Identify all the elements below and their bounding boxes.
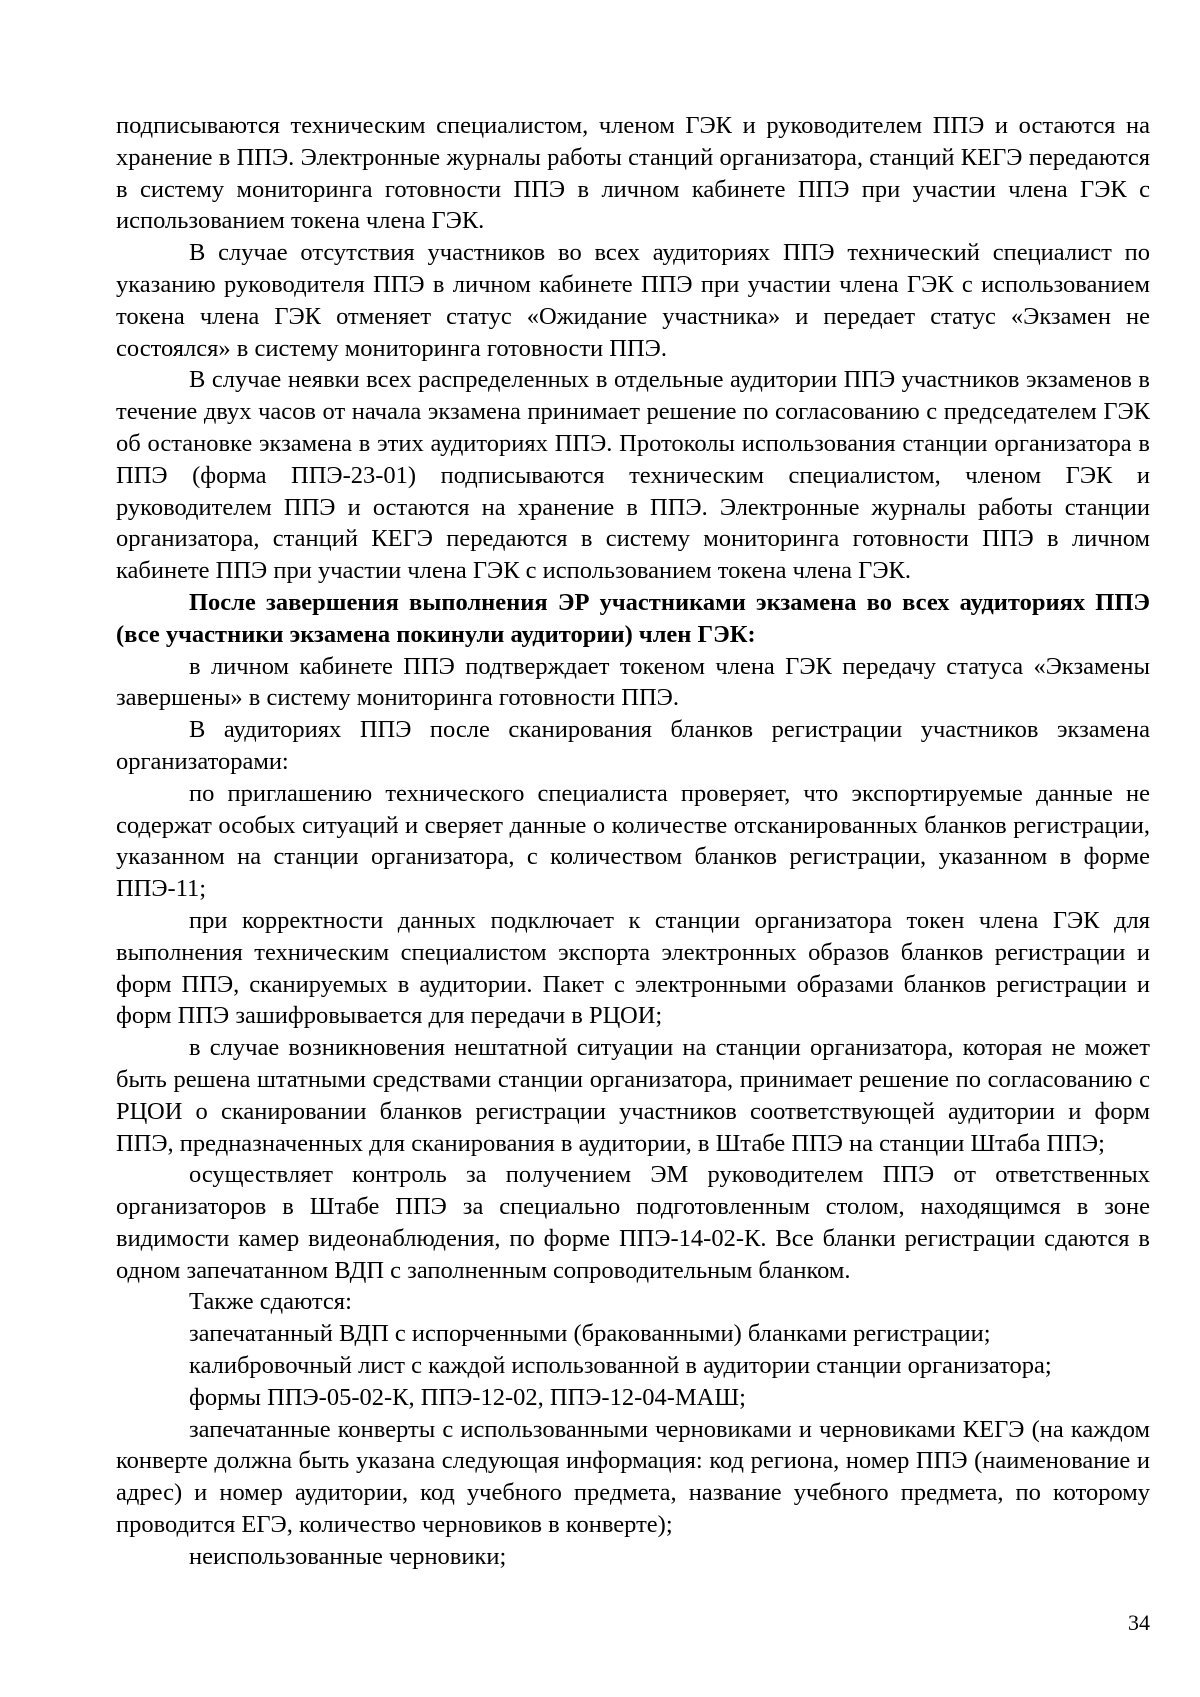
paragraph-in-auditoriums: В аудиториях ППЭ после сканирования бланков регистрации участников экзамена организаторами: bbox=[116, 716, 1150, 775]
document-body bbox=[116, 110, 1150, 1573]
list-item-connect-token: при корректности данных подключает к станции организатора токен члена ГЭК для выполнения техническим специалистом экспорта электронных образов бланков регистрации и форм ППЭ, сканируемых в аудитории. Пакет с электронными образами бланков регистрации и форм ППЭ зашифровывается для передачи в РЦОИ; bbox=[116, 906, 1150, 1030]
paragraph-no-participants: В случае отсутствия участников во всех аудиториях ППЭ технический специалист по указанию руководителя ППЭ в личном кабинете ППЭ при участии члена ГЭК с использованием токена члена ГЭК отменяет статус «Ожидание участника» и передает статус «Экзамен не состоялся» в систему мониторинга готовности ППЭ. bbox=[116, 239, 1150, 362]
paragraph-also-submitted: Также сдаются: bbox=[189, 1288, 352, 1316]
list-item-spoiled-forms: запечатанный ВДП с испорченными (бракованными) бланками регистрации; bbox=[189, 1320, 991, 1348]
paragraph-continuation: подписываются техническим специалистом, членом ГЭК и руководителем ППЭ и остаются на хранение в ППЭ. Электронные журналы работы станций организатора, станций КЕГЭ передаются в систему мониторинга готовности ППЭ в личном кабинете ППЭ при участии члена ГЭК с использованием токена члена ГЭК. bbox=[116, 112, 1150, 235]
list-item-envelopes: запечатанные конверты с использованными черновиками и черновиками КЕГЭ (на каждом конверте должна быть указана следующая информация: код региона, номер ППЭ (наименование и адрес) и номер аудитории, код учебного предмета, название учебного предмета, по которому проводится ЕГЭ, количество черновиков в конверте); bbox=[116, 1415, 1150, 1539]
list-item-emergency: в случае возникновения нештатной ситуации на станции организатора, которая не может быть решена штатными средствами станции организатора, принимает решение по согласованию с РЦОИ о сканировании бланков регистрации участников соответствующей аудитории и форм ППЭ, предназначенных для сканирования в аудитории, в Штабе ППЭ на станции Штаба ППЭ; bbox=[116, 1034, 1150, 1157]
section-heading-after-completion: После завершения выполнения ЭР участниками экзамена во всех аудиториях ППЭ (все участники экзамена покинули аудитории) член ГЭК: bbox=[116, 588, 1150, 648]
list-item-forms: формы ППЭ-05-02-К, ППЭ-12-02, ППЭ-12-04-МАШ; bbox=[189, 1383, 746, 1411]
list-item-calibration-sheet: калибровочный лист с каждой использованной в аудитории станции организатора; bbox=[189, 1352, 1052, 1380]
paragraph-no-show: В случае неявки всех распределенных в отдельные аудитории ППЭ участников экзаменов в течение двух часов от начала экзамена принимает решение по согласованию с председателем ГЭК об остановке экзамена в этих аудиториях ППЭ. Протоколы использования станции организатора в ППЭ (форма ППЭ-23-01) подписываются техническим специалистом, членом ГЭК и руководителем ППЭ и остаются на хранение в ППЭ. Электронные журналы работы станции организатора, станций КЕГЭ передаются в систему мониторинга готовности ППЭ в личном кабинете ППЭ при участии члена ГЭК с использованием токена члена ГЭК. bbox=[116, 366, 1150, 585]
list-item-control-receipt: осуществляет контроль за получением ЭМ руководителем ППЭ от ответственных организаторов в Штабе ППЭ за специально подготовленным столом, находящимся в зоне видимости камер видеонаблюдения, по форме ППЭ-14-02-К. Все бланки регистрации сдаются в одном запечатанном ВДП с заполненным сопроводительным бланком. bbox=[116, 1161, 1150, 1284]
list-item-unused-drafts: неиспользованные черновики; bbox=[189, 1542, 507, 1570]
page-number: 34 bbox=[1128, 1610, 1150, 1635]
list-item-check-export: по приглашению технического специалиста проверяет, что экспортируемые данные не содержат особых ситуаций и сверяет данные о количестве отсканированных бланков регистрации, указанном на станции организатора, с количеством бланков регистрации, указанном в форме ППЭ-11; bbox=[116, 779, 1150, 903]
list-item-confirm-status: в личном кабинете ППЭ подтверждает токеном члена ГЭК передачу статуса «Экзамены завершены» в систему мониторинга готовности ППЭ. bbox=[116, 652, 1150, 712]
